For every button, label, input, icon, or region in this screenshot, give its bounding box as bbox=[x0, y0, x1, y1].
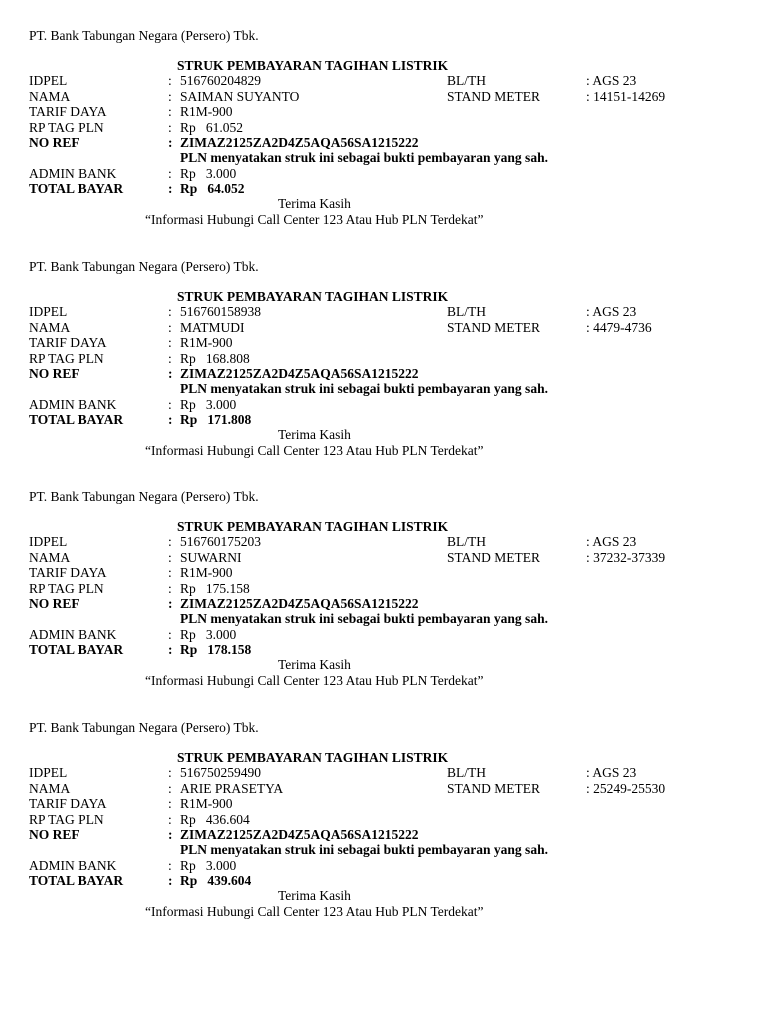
total-bayar-value: Rp 439.604 bbox=[180, 873, 252, 888]
validity-note: PLN menyatakan struk ini sebagai bukti pembayaran yang sah. bbox=[180, 842, 548, 857]
nama-label: NAMA bbox=[29, 781, 71, 796]
rp-tag-pln-value: Rp 436.604 bbox=[180, 812, 250, 827]
total-bayar-label: TOTAL BAYAR bbox=[29, 642, 124, 657]
admin-bank-label: ADMIN BANK bbox=[29, 858, 117, 873]
no-ref-label: NO REF bbox=[29, 596, 80, 611]
company-name: PT. Bank Tabungan Negara (Persero) Tbk. bbox=[29, 720, 259, 735]
validity-note: PLN menyatakan struk ini sebagai bukti pembayaran yang sah. bbox=[180, 611, 548, 626]
thanks-text: Terima Kasih bbox=[278, 888, 351, 903]
stand-meter-label: STAND METER bbox=[447, 89, 541, 104]
colon: : bbox=[168, 104, 172, 119]
tarif-daya-label: TARIF DAYA bbox=[29, 104, 107, 119]
total-bayar-value: Rp 171.808 bbox=[180, 412, 252, 427]
total-bayar-label: TOTAL BAYAR bbox=[29, 412, 124, 427]
stand-meter-value: : 37232-37339 bbox=[586, 550, 666, 565]
idpel-value: 516750259490 bbox=[180, 765, 261, 780]
colon: : bbox=[168, 581, 172, 596]
colon: : bbox=[168, 642, 173, 657]
colon: : bbox=[168, 812, 172, 827]
colon: : bbox=[168, 397, 172, 412]
colon: : bbox=[168, 135, 173, 150]
validity-note: PLN menyatakan struk ini sebagai bukti pembayaran yang sah. bbox=[180, 150, 548, 165]
stand-meter-label: STAND METER bbox=[447, 320, 541, 335]
nama-label: NAMA bbox=[29, 89, 71, 104]
rp-tag-pln-label: RP TAG PLN bbox=[29, 120, 104, 135]
company-name: PT. Bank Tabungan Negara (Persero) Tbk. bbox=[29, 489, 259, 504]
no-ref-label: NO REF bbox=[29, 827, 80, 842]
rp-tag-pln-label: RP TAG PLN bbox=[29, 581, 104, 596]
colon: : bbox=[168, 89, 172, 104]
nama-label: NAMA bbox=[29, 320, 71, 335]
call-center-info: “Informasi Hubungi Call Center 123 Atau Hub PLN Terdekat” bbox=[145, 212, 484, 227]
blth-label: BL/TH bbox=[447, 304, 486, 319]
rp-tag-pln-value: Rp 175.158 bbox=[180, 581, 250, 596]
tarif-daya-value: R1M-900 bbox=[180, 335, 233, 350]
nama-value: MATMUDI bbox=[180, 320, 245, 335]
stand-meter-value: : 14151-14269 bbox=[586, 89, 666, 104]
idpel-value: 516760204829 bbox=[180, 73, 261, 88]
admin-bank-value: Rp 3.000 bbox=[180, 397, 237, 412]
company-name: PT. Bank Tabungan Negara (Persero) Tbk. bbox=[29, 259, 259, 274]
admin-bank-value: Rp 3.000 bbox=[180, 627, 237, 642]
admin-bank-label: ADMIN BANK bbox=[29, 627, 117, 642]
tarif-daya-label: TARIF DAYA bbox=[29, 565, 107, 580]
rp-tag-pln-value: Rp 168.808 bbox=[180, 351, 250, 366]
colon: : bbox=[168, 166, 172, 181]
tarif-daya-label: TARIF DAYA bbox=[29, 335, 107, 350]
colon: : bbox=[168, 781, 172, 796]
blth-label: BL/TH bbox=[447, 765, 486, 780]
tarif-daya-value: R1M-900 bbox=[180, 565, 233, 580]
idpel-value: 516760158938 bbox=[180, 304, 261, 319]
no-ref-label: NO REF bbox=[29, 135, 80, 150]
no-ref-value: ZIMAZ2125ZA2D4Z5AQA56SA1215222 bbox=[180, 366, 419, 381]
colon: : bbox=[168, 765, 172, 780]
thanks-text: Terima Kasih bbox=[278, 657, 351, 672]
validity-note: PLN menyatakan struk ini sebagai bukti pembayaran yang sah. bbox=[180, 381, 548, 396]
tarif-daya-value: R1M-900 bbox=[180, 104, 233, 119]
admin-bank-label: ADMIN BANK bbox=[29, 166, 117, 181]
no-ref-value: ZIMAZ2125ZA2D4Z5AQA56SA1215222 bbox=[180, 596, 419, 611]
stand-meter-label: STAND METER bbox=[447, 781, 541, 796]
colon: : bbox=[168, 412, 173, 427]
no-ref-value: ZIMAZ2125ZA2D4Z5AQA56SA1215222 bbox=[180, 827, 419, 842]
admin-bank-value: Rp 3.000 bbox=[180, 858, 237, 873]
idpel-label: IDPEL bbox=[29, 765, 68, 780]
blth-label: BL/TH bbox=[447, 73, 486, 88]
thanks-text: Terima Kasih bbox=[278, 427, 351, 442]
colon: : bbox=[168, 351, 172, 366]
company-name: PT. Bank Tabungan Negara (Persero) Tbk. bbox=[29, 28, 259, 43]
no-ref-value: ZIMAZ2125ZA2D4Z5AQA56SA1215222 bbox=[180, 135, 419, 150]
nama-label: NAMA bbox=[29, 550, 71, 565]
colon: : bbox=[168, 596, 173, 611]
colon: : bbox=[168, 858, 172, 873]
idpel-value: 516760175203 bbox=[180, 534, 261, 549]
idpel-label: IDPEL bbox=[29, 534, 68, 549]
receipt-title: STRUK PEMBAYARAN TAGIHAN LISTRIK bbox=[177, 58, 449, 73]
stand-meter-value: : 4479-4736 bbox=[586, 320, 652, 335]
tarif-daya-label: TARIF DAYA bbox=[29, 796, 107, 811]
idpel-label: IDPEL bbox=[29, 304, 68, 319]
blth-value: : AGS 23 bbox=[586, 73, 637, 88]
total-bayar-value: Rp 178.158 bbox=[180, 642, 252, 657]
colon: : bbox=[168, 534, 172, 549]
stand-meter-label: STAND METER bbox=[447, 550, 541, 565]
total-bayar-value: Rp 64.052 bbox=[180, 181, 245, 196]
colon: : bbox=[168, 181, 173, 196]
colon: : bbox=[168, 320, 172, 335]
total-bayar-label: TOTAL BAYAR bbox=[29, 873, 124, 888]
colon: : bbox=[168, 550, 172, 565]
blth-value: : AGS 23 bbox=[586, 304, 637, 319]
thanks-text: Terima Kasih bbox=[278, 196, 351, 211]
receipt-title: STRUK PEMBAYARAN TAGIHAN LISTRIK bbox=[177, 519, 449, 534]
no-ref-label: NO REF bbox=[29, 366, 80, 381]
stand-meter-value: : 25249-25530 bbox=[586, 781, 666, 796]
receipt-title: STRUK PEMBAYARAN TAGIHAN LISTRIK bbox=[177, 289, 449, 304]
tarif-daya-value: R1M-900 bbox=[180, 796, 233, 811]
colon: : bbox=[168, 73, 172, 88]
idpel-label: IDPEL bbox=[29, 73, 68, 88]
rp-tag-pln-label: RP TAG PLN bbox=[29, 812, 104, 827]
colon: : bbox=[168, 796, 172, 811]
colon: : bbox=[168, 627, 172, 642]
call-center-info: “Informasi Hubungi Call Center 123 Atau Hub PLN Terdekat” bbox=[145, 443, 484, 458]
colon: : bbox=[168, 565, 172, 580]
blth-value: : AGS 23 bbox=[586, 765, 637, 780]
colon: : bbox=[168, 827, 173, 842]
colon: : bbox=[168, 335, 172, 350]
admin-bank-value: Rp 3.000 bbox=[180, 166, 237, 181]
colon: : bbox=[168, 366, 173, 381]
colon: : bbox=[168, 304, 172, 319]
blth-value: : AGS 23 bbox=[586, 534, 637, 549]
total-bayar-label: TOTAL BAYAR bbox=[29, 181, 124, 196]
rp-tag-pln-label: RP TAG PLN bbox=[29, 351, 104, 366]
colon: : bbox=[168, 120, 172, 135]
receipt-title: STRUK PEMBAYARAN TAGIHAN LISTRIK bbox=[177, 750, 449, 765]
nama-value: SAIMAN SUYANTO bbox=[180, 89, 300, 104]
colon: : bbox=[168, 873, 173, 888]
nama-value: SUWARNI bbox=[180, 550, 242, 565]
rp-tag-pln-value: Rp 61.052 bbox=[180, 120, 244, 135]
blth-label: BL/TH bbox=[447, 534, 486, 549]
call-center-info: “Informasi Hubungi Call Center 123 Atau Hub PLN Terdekat” bbox=[145, 673, 484, 688]
call-center-info: “Informasi Hubungi Call Center 123 Atau Hub PLN Terdekat” bbox=[145, 904, 484, 919]
nama-value: ARIE PRASETYA bbox=[180, 781, 284, 796]
admin-bank-label: ADMIN BANK bbox=[29, 397, 117, 412]
